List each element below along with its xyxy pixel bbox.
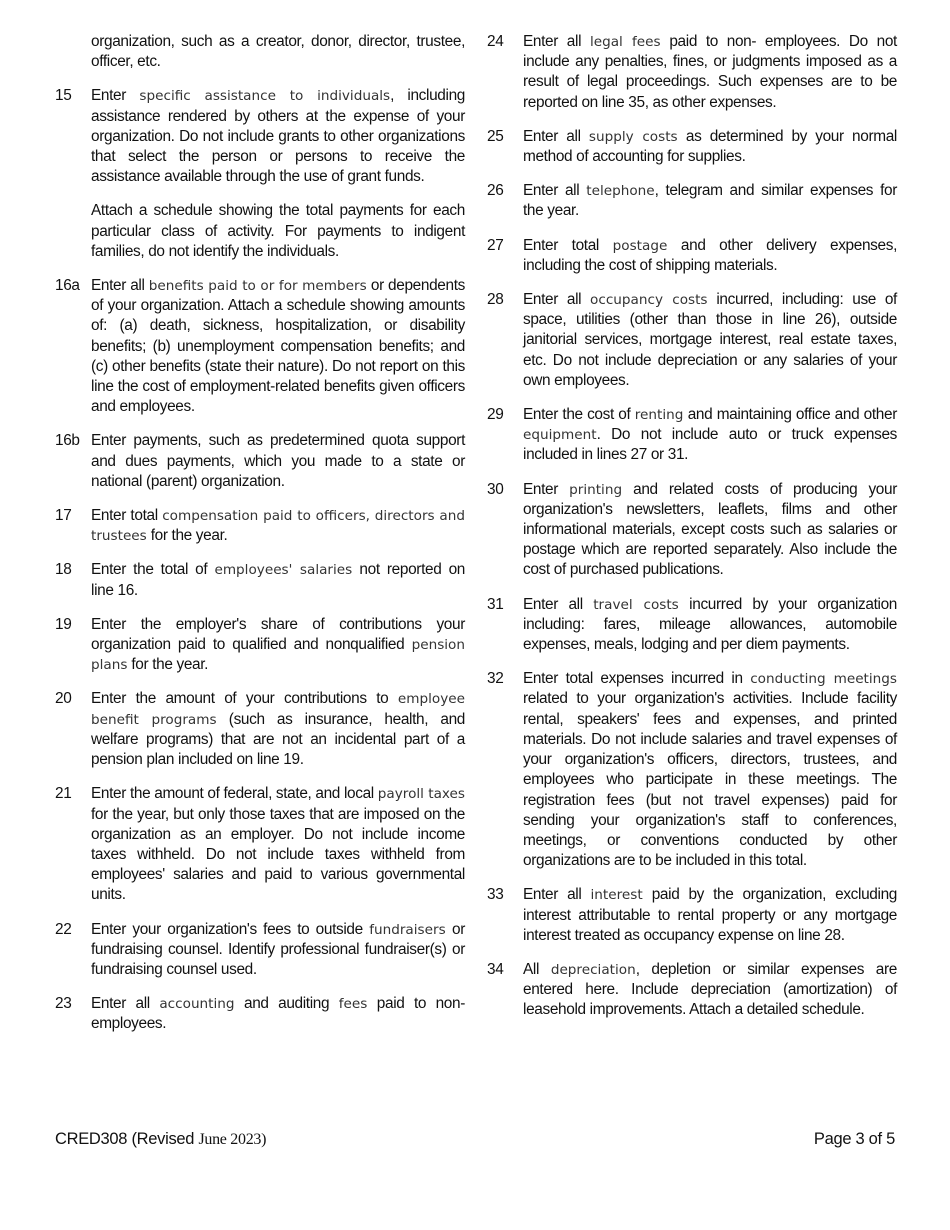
instruction-text [91,506,465,546]
form-revision [55,1130,266,1149]
line-number: 29 [487,406,504,424]
text-run: as determined by your normal method of accounting for supplies. [523,127,897,166]
keyword: benefits paid to or for members [148,278,367,295]
line-number: 18 [55,561,72,579]
keyword: supply costs [588,128,678,145]
text-run: All [523,960,551,978]
instruction-item-16b [55,431,465,492]
text-run: paid by the organization, excluding interest attributable to rental property or any mortgage interest treated as occupancy expense on line 28. [523,886,897,944]
instruction-text [91,560,465,600]
instruction-text [523,236,897,276]
text-run: Enter all [523,595,594,613]
instruction-paragraph [91,560,465,600]
instruction-text [91,784,465,905]
text-run: Enter total expenses incurred in [523,670,751,688]
instruction-text [523,960,897,1021]
line-number: 28 [487,291,504,309]
instruction-item-30 [487,480,897,581]
line-number: 30 [487,480,504,498]
text-run: Enter all [91,995,160,1013]
text-run: Enter all [523,182,587,200]
instruction-item-32 [487,669,897,871]
text-run: paid to non-employees. [91,995,465,1033]
line-number: 24 [487,33,504,50]
text-run: Enter all [523,291,591,309]
instruction-item-17 [55,506,465,546]
instruction-paragraph [523,236,897,276]
line-number: 27 [487,236,504,254]
instruction-text [523,669,897,871]
instruction-paragraph [91,920,465,981]
instruction-paragraph [91,431,465,492]
text-run: for the year, but only those taxes that are imposed on the organization as an employer. Do not include income taxes withheld. Do not include taxes withheld from employees' salaries and paid to various governmental units. [91,805,465,904]
continued-text: organization, such as a creator, donor, director, trustee, officer, etc. [91,33,465,71]
keyword: specific assistance to individuals [139,88,391,105]
line-number: 17 [55,507,72,525]
text-run: or dependents of your organization. Attach a schedule showing amounts of: (a) death, sickness, hospitalization, or disability benefits; (b) unemployment compensation benefits; and (c) other benefits (state their nature). Do not report on this line the cost of employment-related benefits given officers and employees. [91,277,465,416]
instruction-paragraph [91,506,465,546]
form-id: CRED308 (Revised [55,1130,199,1148]
instruction-paragraph [91,784,465,905]
instruction-item-26 [487,181,897,221]
instruction-paragraph [91,615,465,676]
line-number: 33 [487,886,504,904]
instruction-item-23 [55,994,465,1034]
keyword: compensation paid to officers, directors and trustees [91,508,465,545]
line-number: 20 [55,690,72,708]
keyword: employees' salaries [214,562,353,579]
text-run: or fundraising counsel. Identify professional fundraiser(s) or fundraising counsel used. [91,920,465,978]
keyword: accounting [159,996,235,1013]
instruction-paragraph [91,994,465,1034]
keyword: interest [590,887,643,904]
line-number: 22 [55,920,72,938]
text-run: Enter the cost of [523,406,635,424]
instruction-item-21 [55,784,465,905]
revision-date: June 2023) [198,1131,267,1148]
text-run: , depletion or similar expenses are entered here. Include depreciation (amortization) of leasehold improvements. Attach a detailed schedule. [523,960,897,1019]
instruction-text [523,181,897,221]
instruction-text [91,689,465,770]
left-item-list [55,86,465,1034]
instruction-paragraph [91,276,465,417]
instruction-paragraph [523,127,897,167]
instruction-paragraph [523,595,897,656]
text-run: Attach a schedule showing the total payments for each particular class of activity. For payments to indigent families, do not identify the individuals. [91,202,465,260]
instruction-paragraph [523,960,897,1021]
keyword: occupancy costs [590,292,708,309]
page-number: Page 3 of 5 [813,1130,895,1148]
instruction-item-33 [487,885,897,946]
instruction-item-28 [487,290,897,391]
keyword: renting [634,407,684,424]
text-run: , telegram and similar expenses for the year. [523,182,897,220]
keyword: fundraisers [369,921,446,938]
keyword: legal fees [589,34,661,50]
text-run: Enter the total of [91,561,215,579]
instruction-text [523,405,897,466]
instruction-text [523,290,897,391]
instruction-text [523,885,897,946]
line-number: 34 [487,960,504,978]
text-run: Enter your organization's fees to outside [91,920,370,938]
text-run: incurred, including: use of space, utilities (other than those in line 26), outside janitorial services, mortgage interest, real estate taxes, etc. Do not include depreciation or any salaries of your own employees. [523,291,897,389]
instruction-item-31 [487,595,897,656]
left-column [55,32,465,1049]
instruction-paragraph [91,689,465,770]
text-run: not reported on line 16. [91,561,465,599]
line-number: 19 [55,615,72,633]
instruction-item-19 [55,615,465,676]
text-run: Enter the amount of your contributions to [91,690,398,708]
instruction-paragraph [523,405,897,466]
instruction-item-24 [487,32,897,113]
instruction-paragraph [523,290,897,391]
text-run: Enter [91,87,140,105]
keyword: travel costs [593,596,679,613]
text-run: and maintaining office and other [683,406,897,424]
instruction-paragraph [523,480,897,581]
text-run: Enter total [91,507,163,525]
instruction-item-15 [55,86,465,262]
text-run: related to your organization's activities. Include facility rental, speakers' fees and expenses, and printed materials. Do not include salaries and travel expenses of your organization's officers, directors, trustees, and employees who participate in these meetings. The registration fees (but not travel expenses) paid for sending your organization's staff to conferences, meetings, or conventions conducted by other organizations are to be included in this total. [523,690,897,870]
instruction-paragraph [91,201,465,262]
keyword: equipment [523,427,597,444]
text-run: Enter all [523,127,589,145]
instruction-paragraph [523,885,897,946]
instruction-paragraph [91,86,465,187]
keyword: fees [338,996,368,1013]
keyword: employee benefit programs [91,691,465,728]
text-run: (such as insurance, health, and welfare programs) that are not an incidental part of a pension plan included on line 19. [91,710,466,769]
text-run: , including assistance rendered by others at the expense of your organization. Do not include grants to other organizations that select the person or persons to receive the assistance available through the use of grant funds. [91,87,466,186]
instruction-paragraph [523,32,897,113]
instruction-item-34 [487,960,897,1021]
keyword: conducting meetings [750,671,897,688]
keyword: printing [569,481,623,498]
right-column [487,32,897,1035]
instruction-item-16a [55,276,465,417]
instruction-text [523,480,897,581]
text-run: paid to non- employees. Do not include any penalties, fines, or judgments imposed as a result of legal proceedings. Such expenses are to be reported on line 35, as other expenses. [523,33,897,111]
text-run: Enter all [91,277,149,295]
line-number: 25 [487,127,504,145]
text-run: for the year. [127,656,209,674]
instruction-text [523,127,897,167]
keyword: telephone [586,183,655,200]
text-run: Enter total [523,236,613,254]
instruction-paragraph [523,669,897,871]
line-number: 21 [55,785,72,803]
instruction-text [91,920,465,981]
instruction-item-18 [55,560,465,600]
text-run: Enter [523,480,570,498]
instruction-text [523,32,897,113]
text-run: and related costs of producing your organization's newsletters, leaflets, films and other informational materials, except costs such as salaries or postage which are reported separately. Also include the cost of purchased publications. [523,480,897,579]
text-run: and auditing [234,995,339,1013]
instruction-text [91,994,465,1034]
text-run: Enter all [523,886,591,904]
instruction-item-25 [487,127,897,167]
line-number: 16a [55,277,80,295]
line-number: 16b [55,432,80,450]
line-number: 23 [55,995,72,1013]
keyword: payroll taxes [377,786,465,803]
instruction-item-27 [487,236,897,276]
instruction-text [523,595,897,656]
instruction-item-29 [487,405,897,466]
instruction-text [91,86,465,262]
text-run: Enter payments, such as predetermined quota support and dues payments, which you made to a state or national (parent) organization. [91,432,465,490]
instruction-text [91,276,465,417]
text-run: Enter the amount of federal, state, and local [91,785,378,803]
text-run: for the year. [146,527,228,545]
page-footer [55,1130,895,1149]
instruction-item-20 [55,689,465,770]
line-number: 15 [55,87,72,105]
keyword: depreciation [550,961,636,978]
instruction-item-22 [55,920,465,981]
text-run: Enter all [523,33,590,50]
line-number: 26 [487,182,504,200]
text-run: Enter the employer's share of contributions your organization paid to qualified and nonqualified [91,615,465,654]
text-run: incurred by your organization including: fares, mileage allowances, automobile expenses, meals, lodging and per diem payments. [523,595,897,654]
keyword: pension plans [91,637,465,674]
keyword: postage [612,237,668,254]
right-item-list [487,32,897,1021]
instruction-paragraph [523,181,897,221]
text-run: and other delivery expenses, including the cost of shipping materials. [523,236,897,274]
line-number: 31 [487,595,504,613]
text-run: . Do not include auto or truck expenses included in lines 27 or 31. [523,426,897,464]
instruction-text [91,431,465,492]
line-number: 32 [487,670,504,688]
instruction-text [91,615,465,676]
